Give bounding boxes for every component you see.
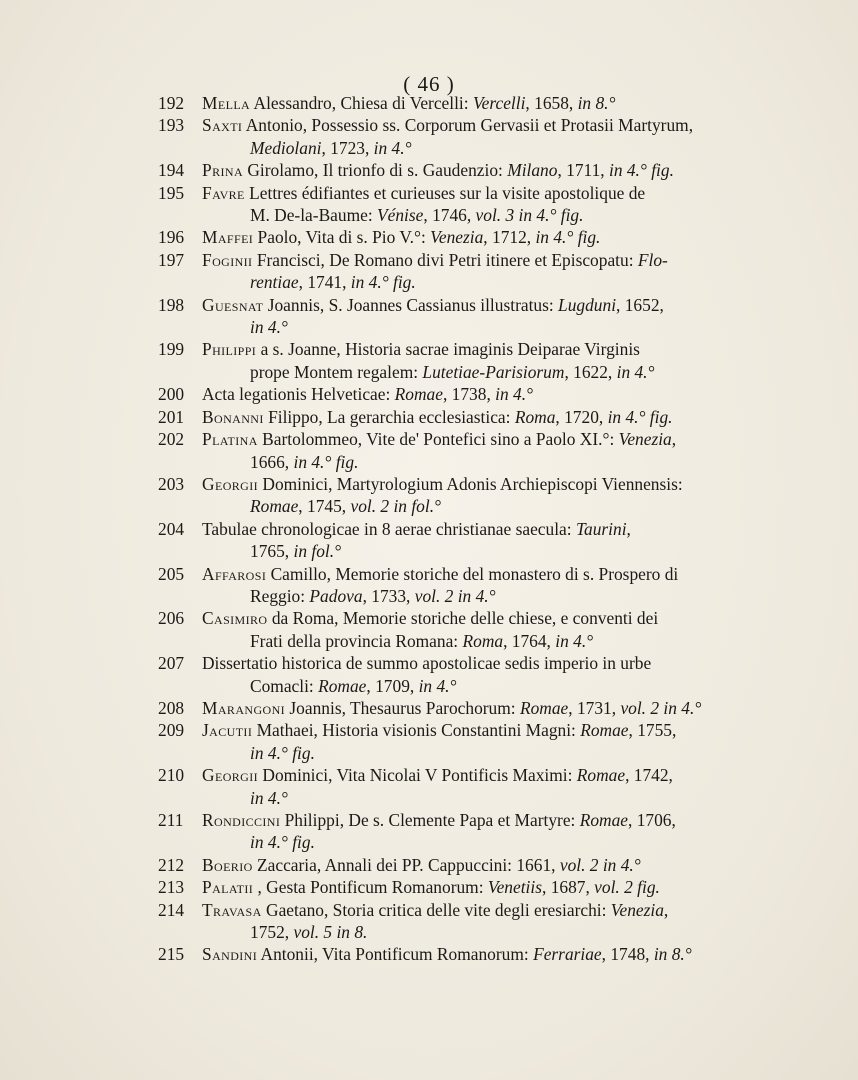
entry-number: 207: [158, 653, 185, 674]
entry-date: ,: [663, 899, 669, 920]
entry-title: Antonio, Possessio ss. Corporum Gervasii et Protasii Martyrum,: [242, 115, 694, 136]
entry-date: , 1723,: [321, 137, 370, 158]
catalog-entry: [158, 338, 834, 383]
entry-number: 198: [158, 294, 185, 315]
entry-author: Affarosi: [202, 563, 267, 584]
catalog-entry: [158, 719, 834, 764]
entry-text: [202, 338, 834, 383]
entry-place: Venezia: [425, 227, 484, 248]
entry-text: [202, 428, 834, 473]
entry-place: Taurini: [571, 518, 627, 539]
catalog-entry: [158, 428, 834, 473]
entry-title: Paolo, Vita di s. Pio V.°:: [253, 227, 426, 248]
catalog-entry: [158, 518, 834, 563]
entry-format: in 4.° fig.: [531, 227, 601, 248]
entry-number: 197: [158, 249, 185, 270]
catalog-entry: [158, 607, 834, 652]
entry-number: 215: [158, 944, 185, 965]
entry-text: [202, 294, 834, 339]
catalog-entry: [158, 764, 834, 809]
entry-title: Camillo, Memorie storiche del monastero di s. Prospero di: [266, 563, 679, 584]
entry-date: , 1706,: [628, 810, 676, 830]
entry-author: Travasa: [202, 899, 262, 920]
entry-format: in 8.°: [649, 944, 692, 965]
entry-text: [202, 383, 834, 405]
entry-author: Sandini: [202, 944, 258, 965]
entry-number: 209: [158, 720, 185, 741]
entry-text: [202, 697, 834, 719]
entry-title: Francisci, De Romano divi Petri itinere et Episcopatu:: [252, 249, 634, 270]
entry-title-cont: M. De-la-Baume:: [250, 205, 373, 226]
entry-date: , 1720,: [555, 406, 604, 427]
entry-text: [202, 652, 834, 697]
entry-number: 192: [158, 93, 185, 113]
entry-format: in 4.° fig.: [289, 451, 359, 472]
entry-text: [202, 876, 834, 898]
catalog-entry: [158, 876, 834, 898]
entry-text: [202, 159, 834, 181]
entry-title: Antonii, Vita Pontificum Romanorum:: [257, 944, 529, 965]
entry-author: Casimiro: [202, 608, 268, 629]
entry-number: 194: [158, 160, 185, 181]
entry-title: Acta legationis Helveticae:: [202, 384, 391, 405]
entry-title: Zaccaria, Annali dei PP. Cappuccini: 1661,: [252, 854, 556, 875]
catalog-entry: [158, 854, 834, 876]
catalog-entry: [158, 383, 834, 405]
entry-text: [202, 406, 834, 428]
entry-place: Padova: [305, 585, 363, 606]
entry-title: , Gesta Pontificum Romanorum:: [253, 877, 484, 898]
entry-text: [202, 563, 834, 608]
entry-continuation: [202, 630, 834, 652]
entry-title: Dissertatio historica de summo apostolicae sedis imperio in urbe: [202, 653, 652, 674]
entry-title-cont: Reggio:: [250, 585, 306, 606]
entry-place: Roma: [510, 406, 556, 427]
entry-format: in fol.°: [289, 541, 342, 562]
entry-text: [202, 249, 834, 294]
entry-title: da Roma, Memorie storiche delle chiese, e conventi dei: [267, 608, 659, 629]
entry-title-cont: 1765,: [250, 541, 290, 562]
entry-place: Romae: [575, 720, 629, 741]
entry-number: 213: [158, 877, 185, 898]
entry-format: vol. 3 in 4.° fig.: [471, 205, 584, 226]
entry-date: , 1746,: [423, 205, 472, 226]
entry-format: in 4.° fig.: [604, 160, 674, 181]
entry-continuation: [202, 742, 834, 764]
entry-date: ,: [671, 429, 677, 450]
entry-format: in 4.°: [414, 675, 457, 696]
entry-date: , 1755,: [628, 720, 677, 741]
entry-format: in 4.°: [369, 137, 412, 158]
entry-author: Maffei: [202, 227, 254, 248]
entry-number: 204: [158, 518, 185, 539]
entry-continuation: [202, 585, 834, 607]
catalog-entry: [158, 182, 834, 227]
catalog-entry: [158, 226, 834, 248]
entry-place: Flo-: [633, 249, 668, 270]
entry-title: Mathaei, Historia visionis Constantini Magni:: [252, 720, 576, 741]
entry-title: a s. Joanne, Historia sacrae imaginis Deiparae Virginis: [256, 339, 640, 360]
entry-place: Lugduni: [553, 294, 617, 315]
entry-format: vol. 2 fig.: [589, 877, 660, 898]
entry-date: , 1711,: [557, 160, 605, 181]
entry-title: Gaetano, Storia critica delle vite degli eresiarchi:: [261, 899, 607, 920]
entry-format: in 4.°: [490, 384, 534, 405]
entry-title: Tabulae chronologicae in 8 aerae christianae saecula:: [202, 518, 572, 539]
entry-author: Mella: [202, 93, 251, 113]
entry-date: , 1741,: [298, 272, 347, 293]
entry-format: in 4.° fig.: [250, 832, 315, 853]
entry-continuation: [202, 921, 834, 943]
entry-place: Romae: [572, 765, 626, 786]
entry-continuation: [202, 540, 834, 562]
entry-text: [202, 809, 834, 854]
entry-number: 202: [158, 429, 185, 450]
catalog-entry: [158, 899, 834, 944]
entry-place: Romae: [575, 810, 629, 830]
entry-date: , 1764,: [503, 630, 551, 651]
entry-date: , 1709,: [366, 675, 415, 696]
entry-title: Philippi, De s. Clemente Papa et Martyre:: [280, 810, 576, 830]
entry-place: Romae: [515, 697, 569, 718]
entry-continuation: [202, 316, 834, 338]
catalog-entry: [158, 249, 834, 294]
entry-title: Dominici, Vita Nicolai V Pontificis Maximi:: [258, 765, 573, 786]
entry-date: , 1687,: [542, 877, 590, 898]
entry-number: 203: [158, 473, 185, 494]
entry-author: Marangoni: [202, 697, 286, 718]
entry-text: [202, 719, 834, 764]
entry-title-cont: prope Montem regalem:: [250, 361, 419, 382]
entry-text: [202, 607, 834, 652]
entry-number: 214: [158, 899, 185, 920]
entry-place: Roma: [458, 630, 504, 651]
entry-format: in 4.° fig.: [250, 742, 315, 763]
entry-place: Vénise: [372, 205, 424, 226]
entry-format: vol. 2 in 4.°: [616, 697, 702, 718]
entry-number: 210: [158, 765, 185, 786]
entry-number: 206: [158, 608, 185, 629]
entry-number: 212: [158, 854, 185, 875]
entry-text: [202, 854, 834, 876]
entry-continuation: [202, 451, 834, 473]
catalog-entry: [158, 652, 834, 697]
entry-title: Alessandro, Chiesa di Vercelli:: [250, 93, 469, 113]
entry-date: , 1622,: [564, 361, 613, 382]
entry-author: Bonanni: [202, 406, 264, 427]
entry-title: Joannis, S. Joannes Cassianus illustratus:: [263, 294, 554, 315]
entry-place: Venezia: [614, 429, 672, 450]
entry-author: Georgii: [202, 765, 259, 786]
entry-title-cont: 1752,: [250, 922, 290, 943]
entry-text: [202, 92, 834, 114]
entry-format: in 4.°: [550, 630, 594, 651]
entry-continuation: [202, 361, 834, 383]
entry-date: , 1652,: [616, 294, 664, 315]
entry-place: Milano: [502, 160, 558, 181]
entry-text: [202, 226, 834, 248]
entry-place: Venetiis: [483, 877, 542, 898]
entry-place: Ferrariae: [528, 944, 602, 965]
entry-number: 195: [158, 182, 185, 203]
entry-text: [202, 114, 834, 159]
entry-format: in 4.°: [250, 787, 288, 808]
catalog-entry: [158, 563, 834, 608]
catalog-entry: [158, 406, 834, 428]
entry-format: vol. 2 in 4.°: [410, 585, 496, 606]
entry-place: Vercelli: [468, 93, 526, 113]
entry-number: 211: [158, 810, 184, 830]
entry-date: , 1748,: [601, 944, 650, 965]
catalog-entry: [158, 809, 834, 854]
entry-continuation: [202, 204, 834, 226]
entry-title: Filippo, La gerarchia ecclesiastica:: [263, 406, 511, 427]
catalog-entry: [158, 92, 834, 114]
entry-author: Jacutii: [202, 720, 253, 741]
entry-text: [202, 182, 834, 227]
entry-continuation: [202, 787, 834, 809]
entry-date: , 1733,: [362, 585, 411, 606]
entry-continuation: [202, 495, 834, 517]
entry-date: ,: [626, 518, 631, 539]
entry-date: , 1742,: [625, 765, 673, 786]
catalog-entries: [158, 92, 834, 966]
catalog-entry: [158, 473, 834, 518]
entry-format: in 8.°: [573, 93, 616, 113]
entry-text: [202, 899, 834, 944]
entry-title: Dominici, Martyrologium Adonis Archiepiscopi Viennensis:: [258, 473, 683, 494]
entry-title-cont: Frati della provincia Romana:: [250, 630, 459, 651]
catalog-entry: [158, 943, 834, 965]
entry-title-cont: Comacli:: [250, 675, 314, 696]
entry-author: Georgii: [202, 473, 259, 494]
entry-text: [202, 943, 834, 965]
entry-title: Lettres édifiantes et curieuses sur la visite apostolique de: [244, 182, 646, 203]
entry-author: Rondiccini: [202, 810, 281, 830]
entry-date: , 1745,: [298, 496, 347, 517]
entry-author: Guesnat: [202, 294, 264, 315]
entry-author: Foginii: [202, 249, 253, 270]
entry-author: Platina: [202, 429, 258, 450]
entry-date: , 1738,: [442, 384, 491, 405]
catalog-entry: [158, 697, 834, 719]
entry-place: Romae: [250, 496, 299, 517]
entry-format: in 4.° fig.: [346, 272, 416, 293]
page-number: ( 46 ): [403, 72, 455, 96]
entry-continuation: [202, 271, 834, 293]
entry-place: Lutetiae-Parisiorum: [418, 361, 565, 382]
entry-number: 196: [158, 227, 185, 248]
entry-format: in 4.°: [612, 361, 655, 382]
entry-title: Girolamo, Il trionfo di s. Gaudenzio:: [243, 160, 503, 181]
entry-date: , 1712,: [483, 227, 532, 248]
entry-continuation: [202, 675, 834, 697]
entry-number: 200: [158, 384, 185, 405]
catalog-entry: [158, 294, 834, 339]
entry-author: Saxti: [202, 115, 243, 136]
entry-author: Boerio: [202, 854, 253, 875]
entry-title-cont: 1666,: [250, 451, 290, 472]
entry-number: 201: [158, 406, 185, 427]
entry-place: Romae: [390, 384, 443, 405]
entry-title: Bartolommeo, Vite de' Pontefici sino a Paolo XI.°:: [257, 429, 615, 450]
entry-place: Romae: [313, 675, 367, 696]
entry-author: Favre: [202, 182, 245, 203]
entry-format: vol. 5 in 8.: [289, 922, 368, 943]
entry-place: Venezia: [606, 899, 664, 920]
entry-author: Prina: [202, 160, 244, 181]
entry-format: vol. 2 in 4.°: [555, 854, 641, 875]
entry-text: [202, 518, 834, 563]
entry-place: rentiae: [250, 272, 299, 293]
entry-format: in 4.°: [250, 317, 288, 338]
entry-continuation: [202, 137, 834, 159]
entry-date: , 1731,: [568, 697, 617, 718]
entry-author: Philippi: [202, 339, 257, 360]
entry-place: Mediolani: [250, 137, 322, 158]
entry-format: vol. 2 in fol.°: [346, 496, 441, 517]
entry-continuation: [202, 831, 834, 853]
entry-text: [202, 473, 834, 518]
entry-format: in 4.° fig.: [603, 406, 673, 427]
entry-title: Joannis, Thesaurus Parochorum:: [285, 697, 516, 718]
catalog-entry: [158, 114, 834, 159]
entry-number: 208: [158, 697, 185, 718]
entry-author: Palatii: [202, 877, 254, 898]
entry-date: , 1658,: [525, 93, 574, 113]
entry-text: [202, 764, 834, 809]
entry-number: 193: [158, 115, 185, 136]
entry-number: 205: [158, 563, 185, 584]
catalog-entry: [158, 159, 834, 181]
entry-number: 199: [158, 339, 185, 360]
